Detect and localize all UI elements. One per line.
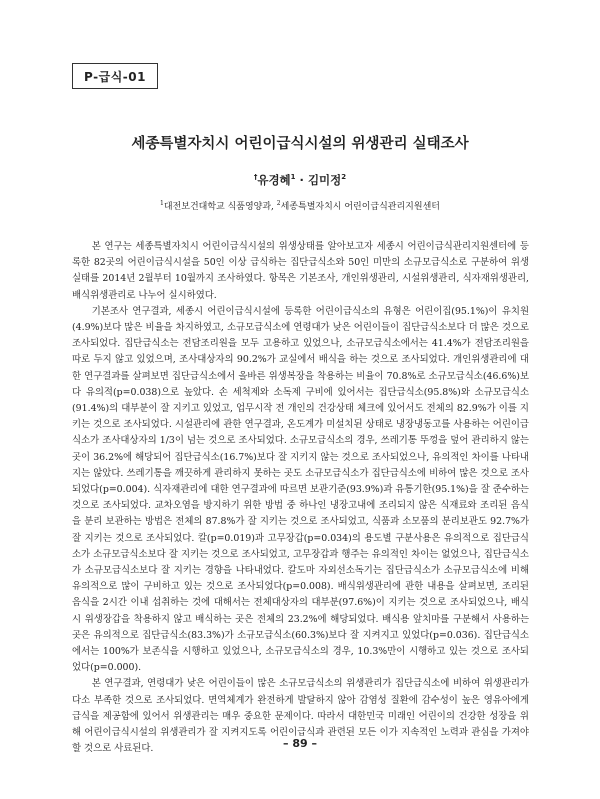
corresponding-dagger: † (253, 173, 258, 182)
abstract-code-label (72, 63, 158, 89)
affiliation-text: 대전보건대학교 식품영양과, (163, 202, 277, 212)
paragraph: 본 연구결과, 연령대가 낮은 어린이들이 많은 소규모급식소의 위생관리가 집단급식소에 비하여 위생관리가 다소 부족한 것으로 조사되었다. 면역체계가 완전하게 발달하지 않아 감염성 질환에 감수성이 높은 영유아에게 급식을 제공함에 있어서 위생관리는 매우 중요한 문제이다. 따라서 대한민국 미래인 어린이의 건강한 성장을 위해 어린이급식시설의 위생관리가 잘 지켜지도록 어린이급식과 관련된 모든 이가 지속적인 노력과 관심을 가져야 할 것으로 사료된다. (72, 678, 529, 755)
affiliation-marker: 2 (341, 173, 347, 182)
paper-title: 세종특별자치시 어린이급식시설의 위생관리 실태조사 (131, 136, 469, 152)
abstract-body (72, 239, 529, 758)
author-name: 김미정 (307, 173, 342, 187)
affiliation-text: 세종특별자치시 어린이급식관리지원센터 (280, 202, 440, 212)
affiliation-marker: 1 (160, 200, 164, 207)
paragraph: 기본조사 연구결과, 세종시 어린이급식시설에 등록한 어린이급식소의 유형은 어린이집(95.1%)이 유치원(4.9%)보다 많은 비율을 차지하였고, 소규모급식소에 연령대가 낮은 어린이들이 집단급식소보다 더 많은 것으로 조사되었다. 집단급식소는 전담조리원을 모두 고용하고 있었으나, 소규모급식소에서는 41.4%가 전담조리원을 따로 두지 않고 있었으며, 조사대상자의 90.2%가 교실에서 배식을 하는 것으로 조사되었다. 개인위생관리에 대한 연구결과를 살펴보면 집단급식소에서 올바른 위생복장을 착용하는 비율이 70.8%로 소규모급식소(46.6%)보다 유의적(p=0.038)으로 높았다. 손 세척제와 소독제 구비에 있어서는 집단급식소(95.8%)와 소규모급식소(91.4%)의 대부분이 잘 지키고 있었고, 업무시작 전 개인의 건강상태 체크에 있어서도 전체의 82.9%가 이를 지키는 것으로 조사되었다. 시설관리에 관한 연구결과, 온도계가 미설치된 상태로 냉장냉동고를 사용하는 어린이급식소가 조사대상자의 1/3이 넘는 것으로 조사되었다. 소규모급식소의 경우, 쓰레기통 뚜껑을 덮어 관리하지 않는 곳이 36.2%에 해당되어 집단급식소(16.7%)보다 잘 지키지 않는 것으로 조사되었으나, 유의적인 차이를 나타내지는 않았다. 쓰레기통을 깨끗하게 관리하지 못하는 곳도 소규모급식소가 집단급식소에 비하여 많은 것으로 조사되었다(p=0.004). 식자재관리에 대한 연구결과에 따르면 보관기준(93.9%)과 유통기한(95.1%)을 잘 준수하는 것으로 조사되었다. 교차오염을 방지하기 위한 방법 중 하나인 냉장고내에 조리되지 않은 식재료와 조리된 음식을 분리 보관하는 방법은 전체의 87.8%가 잘 지키는 것으로 조사되었고, 식품과 소모품의 분리보관도 92.7%가 잘 지키는 것으로 조사되었다. 칼(p=0.019)과 고무장갑(p=0.034)의 용도별 구분사용은 유의적으로 집단급식소가 소규모급식소보다 잘 지키는 것으로 조사되었고, 고무장갑과 행주는 유의적인 차이는 없었으나, 집단급식소가 소규모급식소보다 잘 지키는 경향을 나타내었다. 칼도마 자외선소독기는 집단급식소가 소규모급식소에 비해 유의적으로 많이 구비하고 있는 것으로 조사되었다(p=0.008). 배식위생관리에 관한 내용을 살펴보면, 조리된 음식을 2시간 이내 섭취하는 것에 대해서는 전체대상자의 대부분(97.6%)이 지키는 것으로 조사되었으나, 배식 시 위생장갑을 착용하지 않고 배식하는 곳은 전체의 23.2%에 해당되었다. 배식용 앞치마를 구분해서 사용하는 곳은 유의적으로 집단급식소(83.3%)가 소규모급식소(60.3%)보다 잘 지켜지고 있었다(p=0.036). 집단급식소에서는 100%가 보존식을 시행하고 있었으나, 소규모급식소의 경우, 10.3%만이 시행하고 있는 것으로 조사되었다(p=0.000). (72, 305, 529, 674)
author-line (0, 172, 600, 188)
paragraph: 본 연구는 세종특별자치시 어린이급식시설의 위생상태를 알아보고자 세종시 어린이급식관리지원센터에 등록한 82곳의 어린이급식시설을 50인 이상 급식하는 집단급식소와 50인 미만의 소규모급식소로 구분하여 위생실태를 2014년 2월부터 10월까지 조사하였다. 항목은 기본조사, 개인위생관리, 시설위생관리, 식자재위생관리, 배식위생관리로 나누어 실시하였다. (72, 241, 529, 301)
author-name: 유경혜 (257, 173, 291, 187)
affiliation-marker: 1 (290, 173, 296, 182)
abstract-code: P-급식-01 (84, 69, 146, 84)
author-separator: · (295, 173, 308, 187)
affiliation-line (0, 199, 600, 212)
affiliation-marker: 2 (276, 200, 281, 207)
page-number: – 89 – (283, 737, 317, 750)
